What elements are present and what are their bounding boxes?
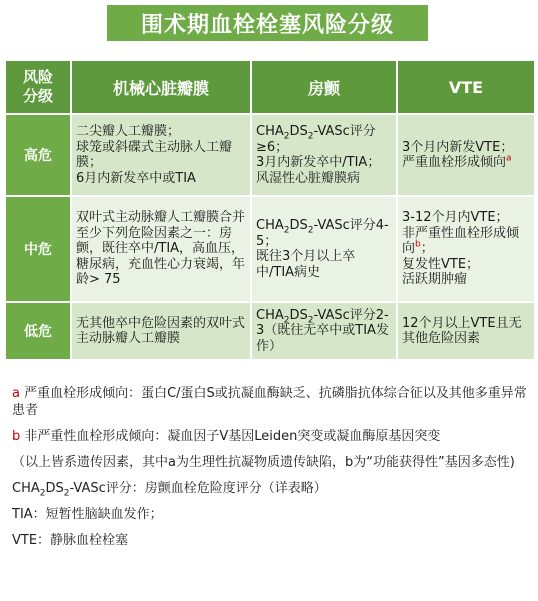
af-medium-sub2: 2 [307,225,314,236]
header-valve: 机械心脏瓣膜 [71,60,251,114]
vte-low-text: 12个月以上VTE且无其他危险因素 [402,315,522,346]
note-vte: VTE：静脉血栓栓塞 [12,533,129,548]
valve-medium [71,196,251,302]
note-tia: TIA：短暂性脑缺血发作； [12,507,163,522]
valve-high [71,114,251,196]
valve-high-line-1: 二尖瓣人工瓣膜； [76,124,181,139]
af-high-line-1: 3月内新发卒中/TIA； [256,155,381,170]
table-header-row [5,60,535,114]
header-risk-level-text: 风险 分级 [22,68,53,105]
note-cha-sub1: 2 [39,488,46,499]
note-cha-post: -VASc评分：房颤血栓危险度评分（详表略） [69,481,327,496]
note-genetic: （以上皆系遗传因素，其中a为生理性抗凝物质遗传缺陷，b为“功能获得性”基因多态性) [12,455,515,470]
header-af: 房颤 [251,60,397,114]
valve-high-line-3: 6月内新发卒中或TIA [76,170,196,186]
note-cha [12,480,532,497]
vte-medium-mark-b: b [415,239,421,250]
af-medium-ds: DS [289,218,308,233]
risk-table [4,59,536,361]
af-low [251,302,397,360]
table-row-high [5,114,535,196]
footnotes [12,385,532,558]
note-a-text: 严重血栓形成倾向：蛋白C/蛋白S或抗凝血酶缺乏、抗磷脂抗体综合征以及其他多重异常患者 [12,386,527,418]
vte-medium-line-2 [402,226,530,257]
af-medium-score [256,218,392,249]
af-high-line-2: 风湿性心脏瓣膜病 [256,170,361,186]
af-high-ds: DS [289,124,308,139]
vte-medium-line-4: 活跃期肿瘤 [402,272,468,288]
page-title: 围术期血栓栓塞风险分级 [107,5,428,41]
vte-medium [397,196,535,302]
af-low-cha: CHA [256,307,284,323]
af-medium-sub1: 2 [283,225,290,236]
valve-high-line-2: 球笼或斜碟式主动脉人工瓣膜； [76,139,233,170]
af-medium-line-1: 既往3个月以上卒中/TIA病史 [256,249,356,280]
vte-medium-semicolon: ； [420,241,434,257]
table-row-medium [5,196,535,302]
vte-medium-line-3: 复发性VTE； [402,256,480,272]
note-b [12,428,532,445]
note-a [12,385,532,419]
note-b-mark: b [12,429,21,444]
vte-medium-line-1: 3-12个月内VTE； [402,210,509,226]
af-high-score [256,124,392,155]
vte-high-line-2 [402,155,530,171]
af-high-cha: CHA [256,124,284,139]
note-cha-mid: DS [45,481,64,496]
valve-low [71,302,251,360]
vte-high-line-2-text: 严重血栓形成倾向 [402,155,507,170]
af-medium-post: -VASc评分4-5； [256,218,389,249]
vte-high-mark-a: a [506,153,512,164]
af-high [251,114,397,196]
header-risk-level [5,60,71,114]
vte-high-line-1: 3个月内新发VTE； [402,139,514,155]
level-low: 低危 [5,302,71,360]
header-vte: VTE [397,60,535,114]
note-cha-sub2: 2 [63,488,70,499]
af-medium [251,196,397,302]
af-high-sub1: 2 [283,131,290,142]
table-row-low [5,302,535,360]
af-high-sub2: 2 [307,131,314,142]
valve-medium-text: 双叶式主动脉瓣人工瓣膜合并至少下列危险因素之一：房颤，既往卒中/TIA，高血压，糖尿病，充血性心力衰竭，年龄> 75 [76,210,246,288]
af-low-ds: DS [289,307,308,323]
level-medium: 中危 [5,196,71,302]
af-low-score [256,308,392,355]
af-medium-cha: CHA [256,218,284,233]
note-cha-pre: CHA [12,481,40,496]
note-a-mark: a [12,386,20,401]
af-low-sub1: 2 [283,315,290,326]
note-b-text: 非严重性血栓形成倾向：凝血因子V基因Leiden突变或凝血酶原基因突变 [20,429,441,444]
af-low-sub2: 2 [307,315,314,326]
valve-low-text: 无其他卒中危险因素的双叶式主动脉瓣人工瓣膜 [76,315,246,346]
vte-low [397,302,535,360]
vte-high [397,114,535,196]
af-low-post: -VASc评分2-3（既往无卒中或TIA发作） [256,307,389,354]
vte-medium-line-2-text: 非严重性血栓形成倾向 [402,225,520,257]
level-high: 高危 [5,114,71,196]
af-high-post: -VASc评分≥6； [256,124,376,155]
